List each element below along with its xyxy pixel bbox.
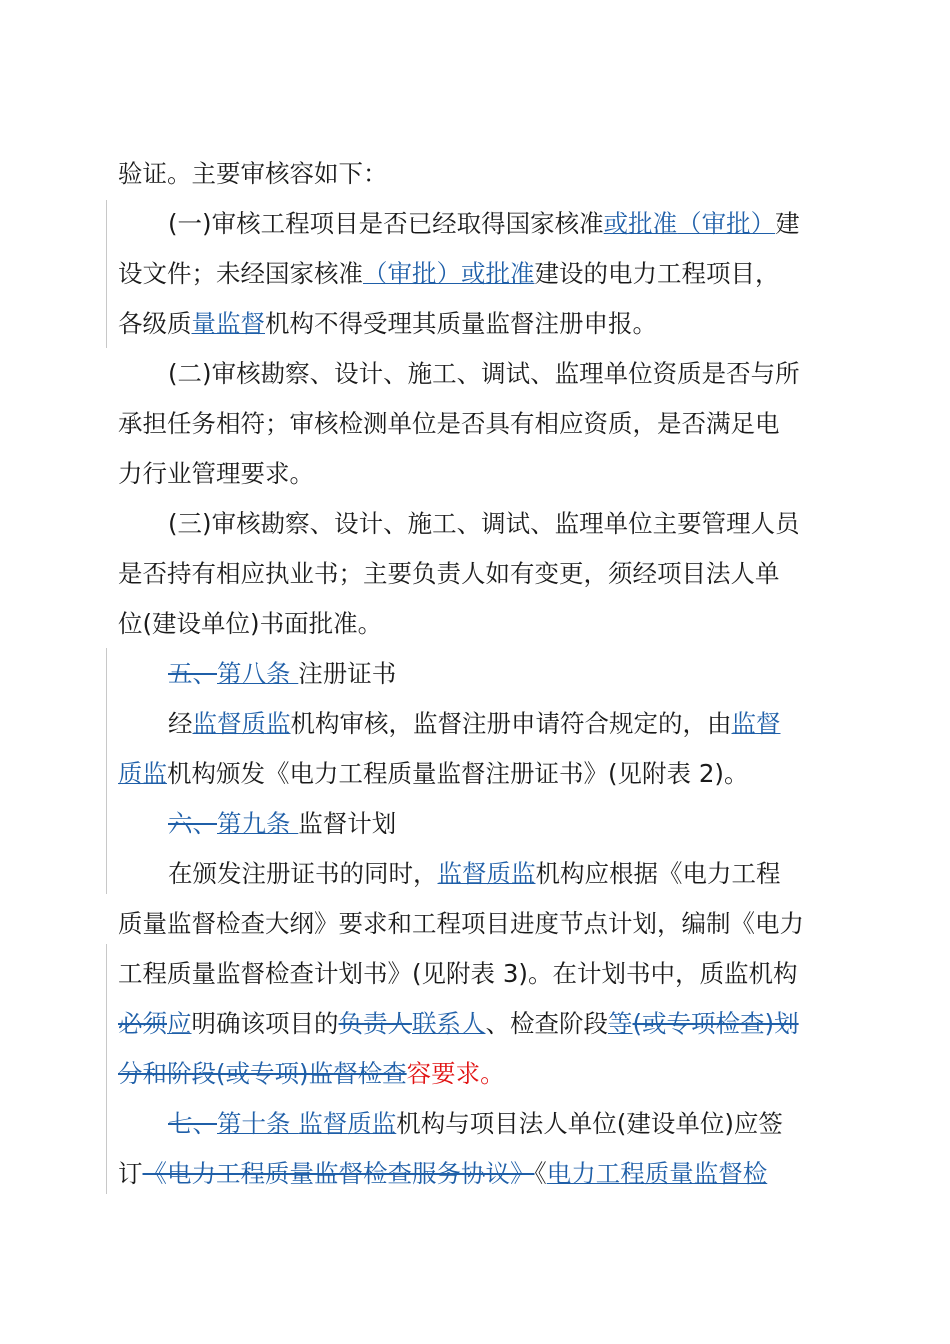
- text-line: [118, 608, 838, 640]
- deleted-text: 七、: [168, 1109, 217, 1138]
- text-run: 力行业管理要求。: [118, 459, 314, 488]
- inserted-text: 监: [216, 309, 241, 338]
- text-run: 建设的电力工程项目，: [534, 259, 780, 288]
- text-run: (一)审核工程项目是否已经取得国家核准: [168, 209, 604, 238]
- text-line: [118, 558, 838, 590]
- inserted-text: 质监: [347, 1109, 397, 1138]
- text-run: 设文件；未经国家核准: [118, 259, 363, 288]
- text-line: [118, 258, 838, 290]
- text-run: 承担任务相符；审核检测单位是否具有相应资质，是否满足电: [118, 409, 780, 438]
- section-heading: [168, 1108, 834, 1140]
- deleted-text: 负责人: [338, 1009, 412, 1038]
- inserted-text: 应: [167, 1009, 192, 1038]
- text-line: [118, 1158, 838, 1190]
- text-line: [118, 1008, 838, 1040]
- text-line: [118, 458, 838, 490]
- text-run: 验证。主要审核容如下：: [118, 159, 388, 188]
- text-run: 《: [534, 1159, 547, 1188]
- inserted-text: 量: [191, 309, 216, 338]
- deleted-text: 《电力工程质量监督检查服务协议》: [142, 1159, 535, 1188]
- inserted-text: 电力工程质量监督检: [546, 1159, 768, 1188]
- text-run: 建: [775, 209, 800, 238]
- text-run: 是否持有相应执业书；主要负责人如有变更，须经项目法人单: [118, 559, 780, 588]
- inserted-text: 质监: [118, 759, 167, 788]
- text-line: [168, 708, 834, 740]
- text-run: 订: [118, 1159, 143, 1188]
- inserted-text: 督: [240, 309, 265, 338]
- text-run: (二)审核勘察、设计、施工、调试、监理单位资质是否与所: [168, 359, 800, 388]
- inserted-text: 质监: [486, 859, 536, 888]
- text-line: [168, 208, 834, 240]
- deleted-text: 分和阶段(或专项)监督检查: [118, 1059, 407, 1088]
- change-bar: [106, 944, 107, 1194]
- text-run: 、检查阶段: [485, 1009, 608, 1038]
- text-run: 机构颁发《电力工程质量监督注册证书》(见附表 2)。: [167, 759, 749, 788]
- changed-text: 容要求。: [406, 1059, 505, 1088]
- text-line: [118, 1058, 838, 1090]
- text-line: [168, 508, 834, 540]
- section-heading: [168, 808, 834, 840]
- text-line: [118, 908, 838, 940]
- text-run: 工程质量监督检查计划书》(见附表 3)。在计划书中，质监机构: [118, 959, 798, 988]
- text-run: 注册证书: [298, 659, 397, 688]
- deleted-text: (或专项检查)划: [632, 1009, 799, 1038]
- inserted-text: 第九条: [217, 809, 299, 838]
- inserted-text: 第十条: [217, 1109, 299, 1138]
- inserted-text: （审批）: [363, 259, 461, 288]
- text-line: [118, 758, 838, 790]
- text-run: 机构审核，监督注册申请符合规定的，由: [290, 709, 732, 738]
- text-run: 机构不得受理其质量监督注册申报。: [265, 309, 657, 338]
- text-run: 质量监督检查大纲》要求和工程项目进度节点计划，编制《电力: [118, 909, 804, 938]
- inserted-text: 或批准: [603, 209, 678, 238]
- inserted-text: 或批准: [461, 259, 535, 288]
- inserted-text: （审批）: [677, 209, 776, 238]
- text-line: [118, 308, 838, 340]
- text-line: [118, 158, 838, 190]
- deleted-text: 必须: [118, 1009, 167, 1038]
- inserted-text: 监督: [192, 709, 242, 738]
- inserted-text: 联系人: [412, 1009, 486, 1038]
- text-run: 机构应根据《电力工程: [535, 859, 781, 888]
- text-run: 监督计划: [298, 809, 397, 838]
- text-run: 在颁发注册证书的同时，: [168, 859, 438, 888]
- inserted-text: 质监: [241, 709, 291, 738]
- change-bar: [106, 648, 107, 894]
- text-run: (三)审核勘察、设计、施工、调试、监理单位主要管理人员: [168, 509, 800, 538]
- inserted-text: 第八条: [217, 659, 299, 688]
- inserted-text: 监督: [731, 709, 781, 738]
- text-run: 经: [168, 709, 193, 738]
- text-line: [118, 958, 838, 990]
- inserted-text: 等: [608, 1009, 633, 1038]
- text-run: 各级质: [118, 309, 192, 338]
- inserted-text: 监督: [298, 1109, 348, 1138]
- section-heading: [168, 658, 834, 690]
- text-run: 明确该项目的: [191, 1009, 339, 1038]
- text-line: [118, 408, 838, 440]
- deleted-text: 六、: [168, 809, 217, 838]
- deleted-text: 五、: [168, 659, 217, 688]
- text-run: 位(建设单位)书面批准。: [118, 609, 383, 638]
- text-line: [168, 358, 834, 390]
- text-run: 机构与项目法人单位(建设单位)应签: [396, 1109, 783, 1138]
- inserted-text: 监督: [437, 859, 487, 888]
- change-bar: [106, 200, 107, 348]
- text-line: [168, 858, 834, 890]
